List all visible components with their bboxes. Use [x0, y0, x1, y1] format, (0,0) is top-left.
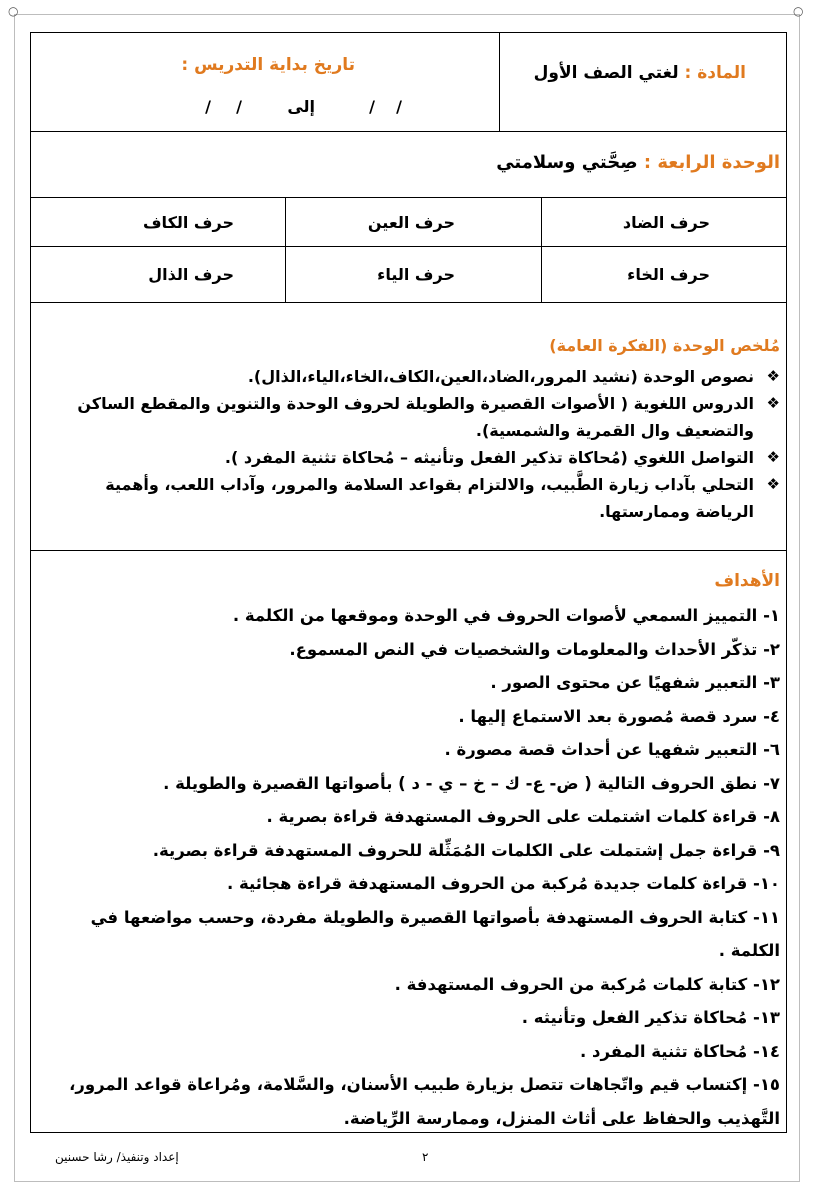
goal-item: ٣- التعبير شفهيًا عن محتوى الصور .	[490, 673, 780, 692]
summary-item: ❖ نصوص الوحدة (نشيد المرور،الضاد،العين،الكاف،الخاء،الياء،الذال).	[45, 363, 780, 390]
diamond-bullet-icon: ❖	[766, 367, 780, 385]
author-credit: إعداد وتنفيذ/ رشا حسنين	[55, 1150, 179, 1164]
goal-item: ١٥- إكتساب قيم واتّجاهات تتصل بزيارة طبيب الأسنان، والسَّلامة، ومُراعاة قواعد المرور، التَّهذيب والحفاظ على أثاث المنزل، وممارسة الرِّياضة.	[69, 1075, 780, 1128]
letter-cell: حرف الخاء	[627, 265, 710, 284]
lesson-plan-table	[30, 32, 787, 1133]
date-label: تاريخ بداية التدريس :	[181, 55, 355, 75]
letter-cell: حرف الضاد	[622, 212, 710, 232]
corner-mark-left: ○	[8, 4, 19, 18]
goal-item: ١٤- مُحاكاة تثنية المفرد .	[579, 1041, 780, 1061]
date-slash: /	[396, 97, 402, 116]
date-slash: /	[205, 97, 211, 116]
summary-item: ❖ التحلي بآداب زيارة الطَّبيب، والالتزام بقواعد السلامة والمرور، وآداب اللعب، وأهمية الرياضة وممارستها.	[45, 471, 780, 525]
subject-label: المادة :	[684, 63, 746, 83]
letter-cell: حرف الياء	[377, 265, 455, 284]
goal-item: ١١- كتابة الحروف المستهدفة بأصواتها القصيرة والطويلة مفردة، وحسب مواضعها في الكلمة .	[90, 907, 780, 960]
diamond-bullet-icon: ❖	[766, 394, 780, 412]
goal-item: ٨- قراءة كلمات اشتملت على الحروف المستهدفة قراءة بصرية .	[266, 807, 780, 826]
date-cell	[31, 33, 500, 131]
subject-value: لغتي الصف الأول	[533, 63, 679, 83]
date-to-label: إلى	[287, 97, 315, 116]
header-row	[31, 33, 786, 132]
goals-list	[40, 599, 780, 1135]
goal-item: ١٣- مُحاكاة تذكير الفعل وتأنيثه .	[521, 1008, 780, 1027]
goals-section	[31, 551, 786, 1133]
unit-label: الوحدة الرابعة :	[643, 152, 780, 173]
summary-item: ❖ التواصل اللغوي (مُحاكاة تذكير الفعل وتأنيثه – مُحاكاة تثنية المفرد ).	[45, 444, 780, 471]
diamond-bullet-icon: ❖	[766, 475, 780, 493]
summary-title: مُلخص الوحدة (الفكرة العامة)	[549, 336, 780, 355]
goal-item: ٩- قراءة جمل إشتملت على الكلمات المُمَثِّلة للحروف المستهدفة قراءة بصرية.	[152, 840, 780, 860]
date-slash: /	[236, 97, 242, 116]
goal-item: ١- التمييز السمعي لأصوات الحروف في الوحدة وموقعها من الكلمة .	[232, 606, 780, 625]
page-number: ٢	[422, 1150, 429, 1164]
goal-item: ٧- نطق الحروف التالية ( ض- ع- ك – خ – ي - د ) بأصواتها القصيرة والطويلة .	[163, 773, 780, 793]
letters-row	[31, 198, 786, 247]
letter-cell: حرف الذال	[148, 265, 234, 284]
summary-item: ❖ الدروس اللغوية ( الأصوات القصيرة والطويلة لحروف الوحدة والتنوين والمقطع الساكن والتضعيف وال القمرية والشمسية).	[45, 390, 780, 444]
corner-mark-right: ○	[793, 4, 804, 18]
goals-title: الأهداف	[714, 571, 780, 591]
summary-section	[31, 303, 786, 551]
diamond-bullet-icon: ❖	[766, 448, 780, 466]
goal-item: ٦- التعبير شفهيا عن أحداث قصة مصورة .	[444, 740, 780, 759]
unit-row	[31, 132, 786, 198]
goal-item: ٤- سرد قصة مُصورة بعد الاستماع إليها .	[458, 706, 780, 726]
subject-cell	[499, 33, 786, 131]
goal-item: ١٠- قراءة كلمات جديدة مُركبة من الحروف المستهدفة قراءة هجائية .	[226, 874, 780, 893]
letters-row	[31, 247, 786, 303]
date-range	[31, 97, 500, 119]
summary-list	[45, 363, 780, 525]
letter-cell: حرف الكاف	[142, 212, 234, 232]
unit-title: صِحَّتي وسلامتي	[496, 152, 638, 173]
goal-item: ٢- تذكّر الأحداث والمعلومات والشخصيات في النص المسموع.	[289, 639, 780, 659]
date-slash: /	[369, 97, 375, 116]
goal-item: ١٢- كتابة كلمات مُركبة من الحروف المستهدفة .	[394, 974, 780, 994]
letter-cell: حرف العين	[367, 212, 455, 232]
